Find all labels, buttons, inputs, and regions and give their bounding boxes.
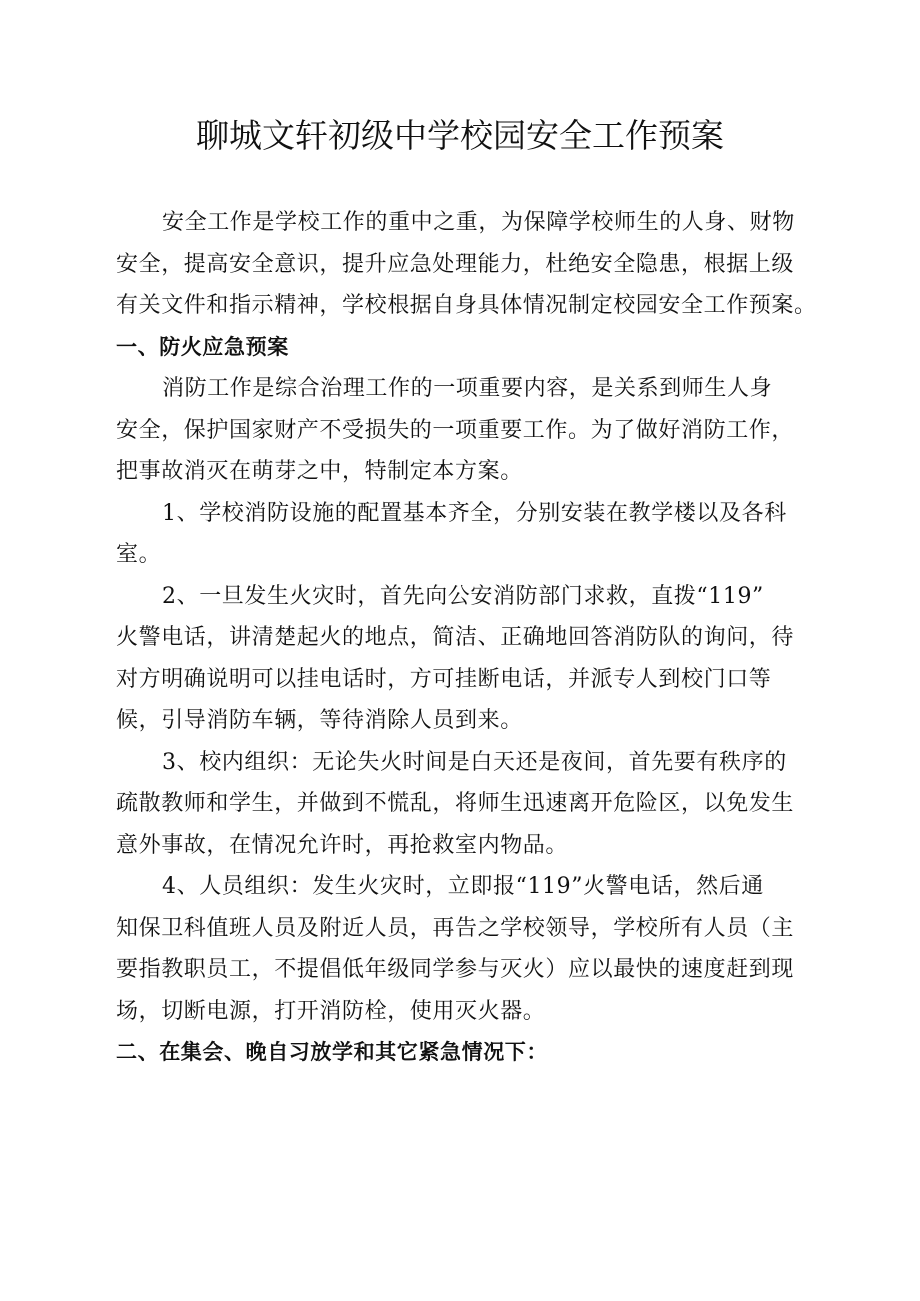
section-heading: 一、防火应急预案 <box>116 334 289 359</box>
paragraph-line: 把事故消灭在萌芽之中，特制定本方案。 <box>116 459 523 484</box>
list-item-line: 2、一旦发生火灾时，首先向公安消防部门求救，直拨“119” <box>162 583 764 609</box>
document-title: 聊城文轩初级中学校园安全工作预案 <box>196 116 724 155</box>
document-body <box>116 202 816 1074</box>
list-item-line: 火警电话，讲清楚起火的地点，简洁、正确地回答消防队的询问，待 <box>116 625 795 650</box>
list-item-line: 3、校内组织：无论失火时间是白天还是夜间，首先要有秩序的 <box>162 749 787 775</box>
paragraph-line: 安全，保护国家财产不受损失的一项重要工作。为了做好消防工作， <box>116 417 795 443</box>
list-item-line: 知保卫科值班人员及附近人员，再告之学校领导，学校所有人员（主 <box>116 915 795 941</box>
paragraph-line: 安全工作是学校工作的重中之重，为保障学校师生的人身、财物 <box>162 210 795 235</box>
list-item-line: 对方明确说明可以挂电话时，方可挂断电话，并派专人到校门口等 <box>116 666 772 692</box>
list-item-line: 1、学校消防设施的配置基本齐全，分别安装在教学楼以及各科 <box>162 500 787 526</box>
list-item-line: 4、人员组织：发生火灾时，立即报“119”火警电话，然后通 <box>162 874 764 899</box>
list-item-line: 室。 <box>116 542 162 567</box>
section-heading: 二、在集会、晚自习放学和其它紧急情况下： <box>116 1040 548 1064</box>
list-item-line: 场，切断电源，打开消防栓，使用灭火器。 <box>116 998 546 1024</box>
paragraph-line: 消防工作是综合治理工作的一项重要内容，是关系到师生人身 <box>162 376 773 401</box>
list-item-line: 要指教职员工，不提倡低年级同学参与灭火）应以最快的速度赶到现 <box>116 957 795 982</box>
paragraph-line: 有关文件和指示精神，学校根据自身具体情况制定校园安全工作预案。 <box>116 293 817 318</box>
list-item-line: 候，引导消防车辆，等待消除人员到来。 <box>116 708 523 733</box>
list-item-line: 意外事故，在情况允许时，再抢救室内物品。 <box>116 832 569 858</box>
list-item-line: 疏散教师和学生，并做到不慌乱，将师生迅速离开危险区，以免发生 <box>116 791 795 816</box>
paragraph-line: 安全，提高安全意识，提升应急处理能力，杜绝安全隐患，根据上级 <box>116 251 795 277</box>
